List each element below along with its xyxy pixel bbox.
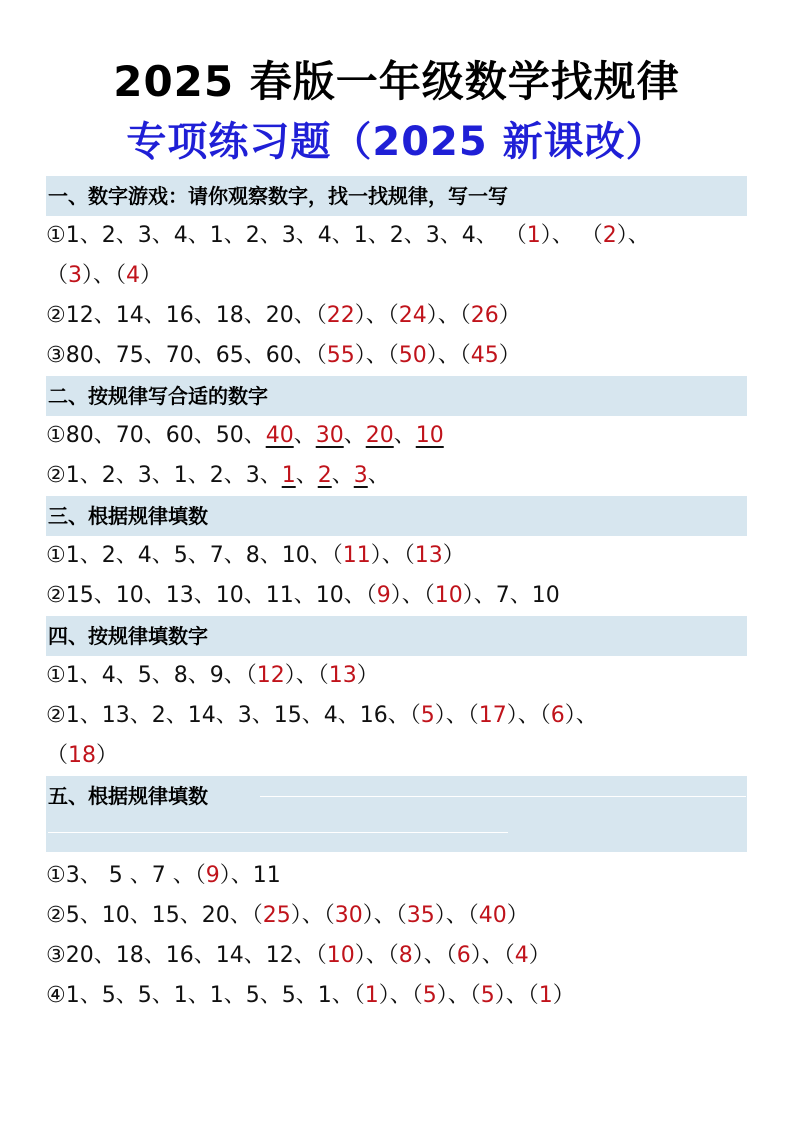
exercise-2-2: ②1、2、3、1、2、3、1、2、3、: [46, 463, 390, 488]
exercise-5-2: ②5、10、15、20、（25）、（30）、（35）、（40）: [46, 903, 529, 928]
exercise-1-3: ③80、75、70、65、60、（55）、（50）、（45）: [46, 343, 521, 368]
exercise-1-2: ②12、14、16、18、20、（22）、（24）、（26）: [46, 303, 521, 328]
page-title: 2025 春版一年级数学找规律: [113, 57, 680, 106]
exercise-2-1: ①80、70、60、50、40、30、20、10: [46, 423, 444, 448]
section-3-header: 三、根据规律填数: [46, 496, 747, 536]
exercise-1-1: ①1、2、3、4、1、2、3、4、1、2、3、4、 （1）、 （2）、: [46, 223, 650, 248]
exercise-1-1-cont: （3）、（4）: [46, 263, 163, 288]
exercise-4-2: ②1、13、2、14、3、15、4、16、（5）、（17）、（6）、: [46, 703, 598, 728]
header-divider-line: [260, 796, 746, 797]
page-subtitle: 专项练习题（2025 新课改）: [126, 119, 667, 165]
exercise-5-4: ④1、5、5、1、1、5、5、1、（1）、（5）、（5）、（1）: [46, 983, 575, 1008]
exercise-5-1: ①3、 5 、7 、（9）、11: [46, 863, 281, 888]
section-1-header: 一、数字游戏：请你观察数字，找一找规律，写一写: [46, 176, 747, 216]
section-5-header: 五、根据规律填数: [46, 776, 747, 852]
exercise-5-3: ③20、18、16、14、12、（10）、（8）、（6）、（4）: [46, 943, 551, 968]
exercise-4-1: ①1、4、5、8、9、（12）、（13）: [46, 663, 379, 688]
header-divider-line: [48, 832, 508, 833]
exercise-3-1: ①1、2、4、5、7、8、10、（11）、（13）: [46, 543, 465, 568]
exercise-3-2: ②15、10、13、10、11、10、（9）、（10）、7、10: [46, 583, 560, 608]
exercise-4-2-cont: （18）: [46, 743, 119, 768]
section-2-header: 二、按规律写合适的数字: [46, 376, 747, 416]
section-4-header: 四、按规律填数字: [46, 616, 747, 656]
